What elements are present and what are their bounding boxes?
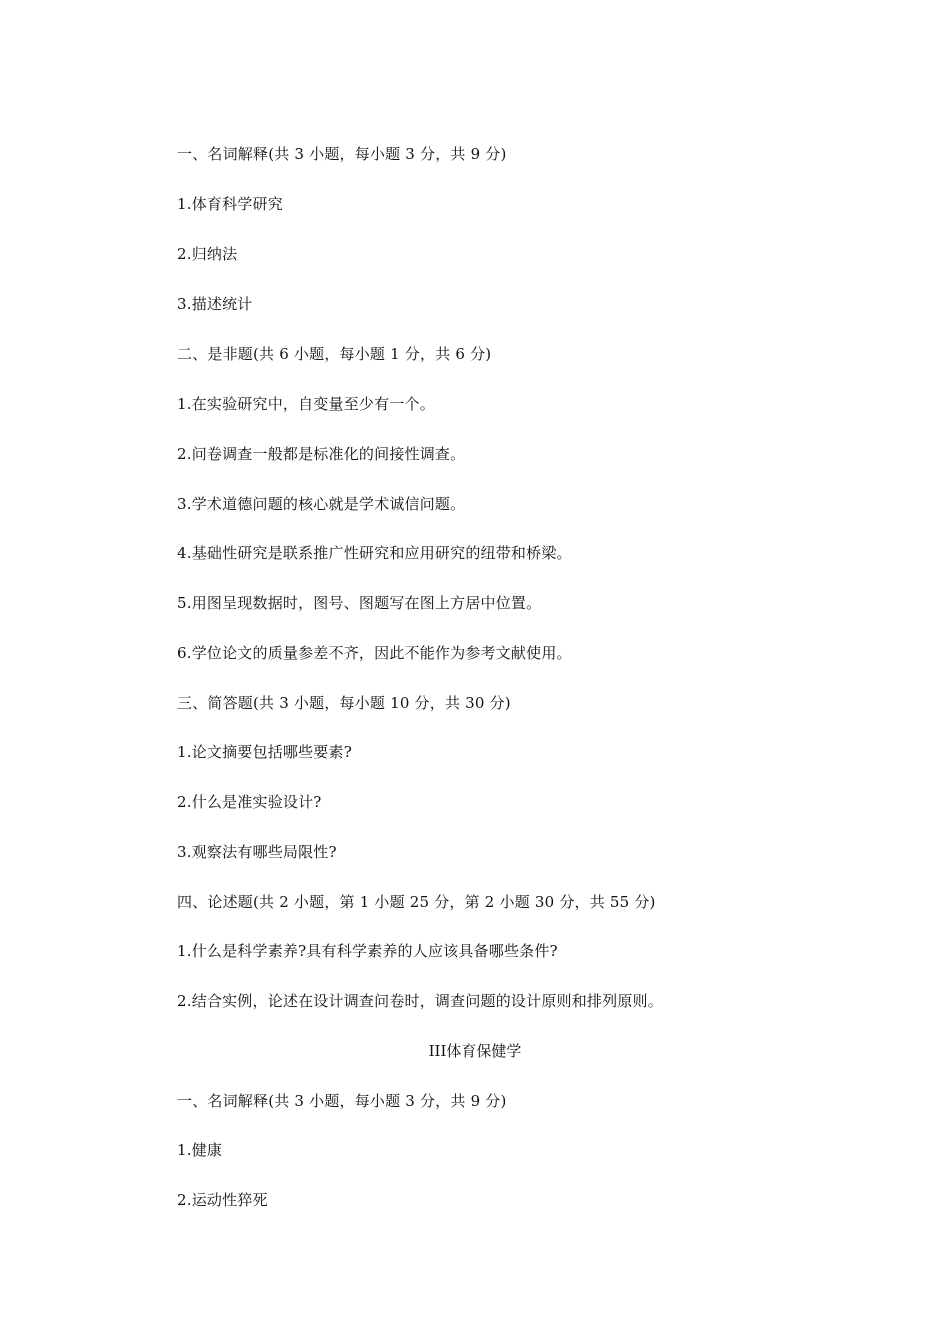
question-item: 1.健康 [177, 1141, 223, 1159]
question-item: 1.体育科学研究 [177, 195, 283, 213]
subject-title: III体育保健学 [428, 1042, 522, 1060]
question-item: 6.学位论文的质量参差不齐，因此不能作为参考文献使用。 [177, 644, 572, 662]
question-item: 2.归纳法 [177, 245, 238, 263]
section-heading: 一、名词解释(共 3 小题，每小题 3 分，共 9 分) [177, 145, 507, 163]
question-item: 1.什么是科学素养?具有科学素养的人应该具备哪些条件? [177, 942, 558, 960]
question-item: 2.什么是准实验设计? [177, 793, 322, 811]
section-heading: 三、简答题(共 3 小题，每小题 10 分，共 30 分) [177, 694, 511, 712]
question-item: 2.运动性猝死 [177, 1191, 268, 1209]
section-heading: 四、论述题(共 2 小题，第 1 小题 25 分，第 2 小题 30 分，共 55 分) [177, 893, 656, 911]
question-item: 3.学术道德问题的核心就是学术诚信问题。 [177, 495, 466, 513]
question-item: 1.论文摘要包括哪些要素? [177, 743, 352, 761]
question-item: 3.观察法有哪些局限性? [177, 843, 337, 861]
question-item: 5.用图呈现数据时，图号、图题写在图上方居中位置。 [177, 594, 542, 612]
section-heading: 二、是非题(共 6 小题，每小题 1 分，共 6 分) [177, 345, 492, 363]
question-item: 2.结合实例，论述在设计调查问卷时，调查问题的设计原则和排列原则。 [177, 992, 663, 1010]
question-item: 1.在实验研究中，自变量至少有一个。 [177, 395, 435, 413]
question-item: 4.基础性研究是联系推广性研究和应用研究的纽带和桥梁。 [177, 544, 572, 562]
question-item: 2.问卷调查一般都是标准化的间接性调查。 [177, 445, 466, 463]
question-item: 3.描述统计 [177, 295, 253, 313]
section-heading: 一、名词解释(共 3 小题，每小题 3 分，共 9 分) [177, 1092, 507, 1110]
